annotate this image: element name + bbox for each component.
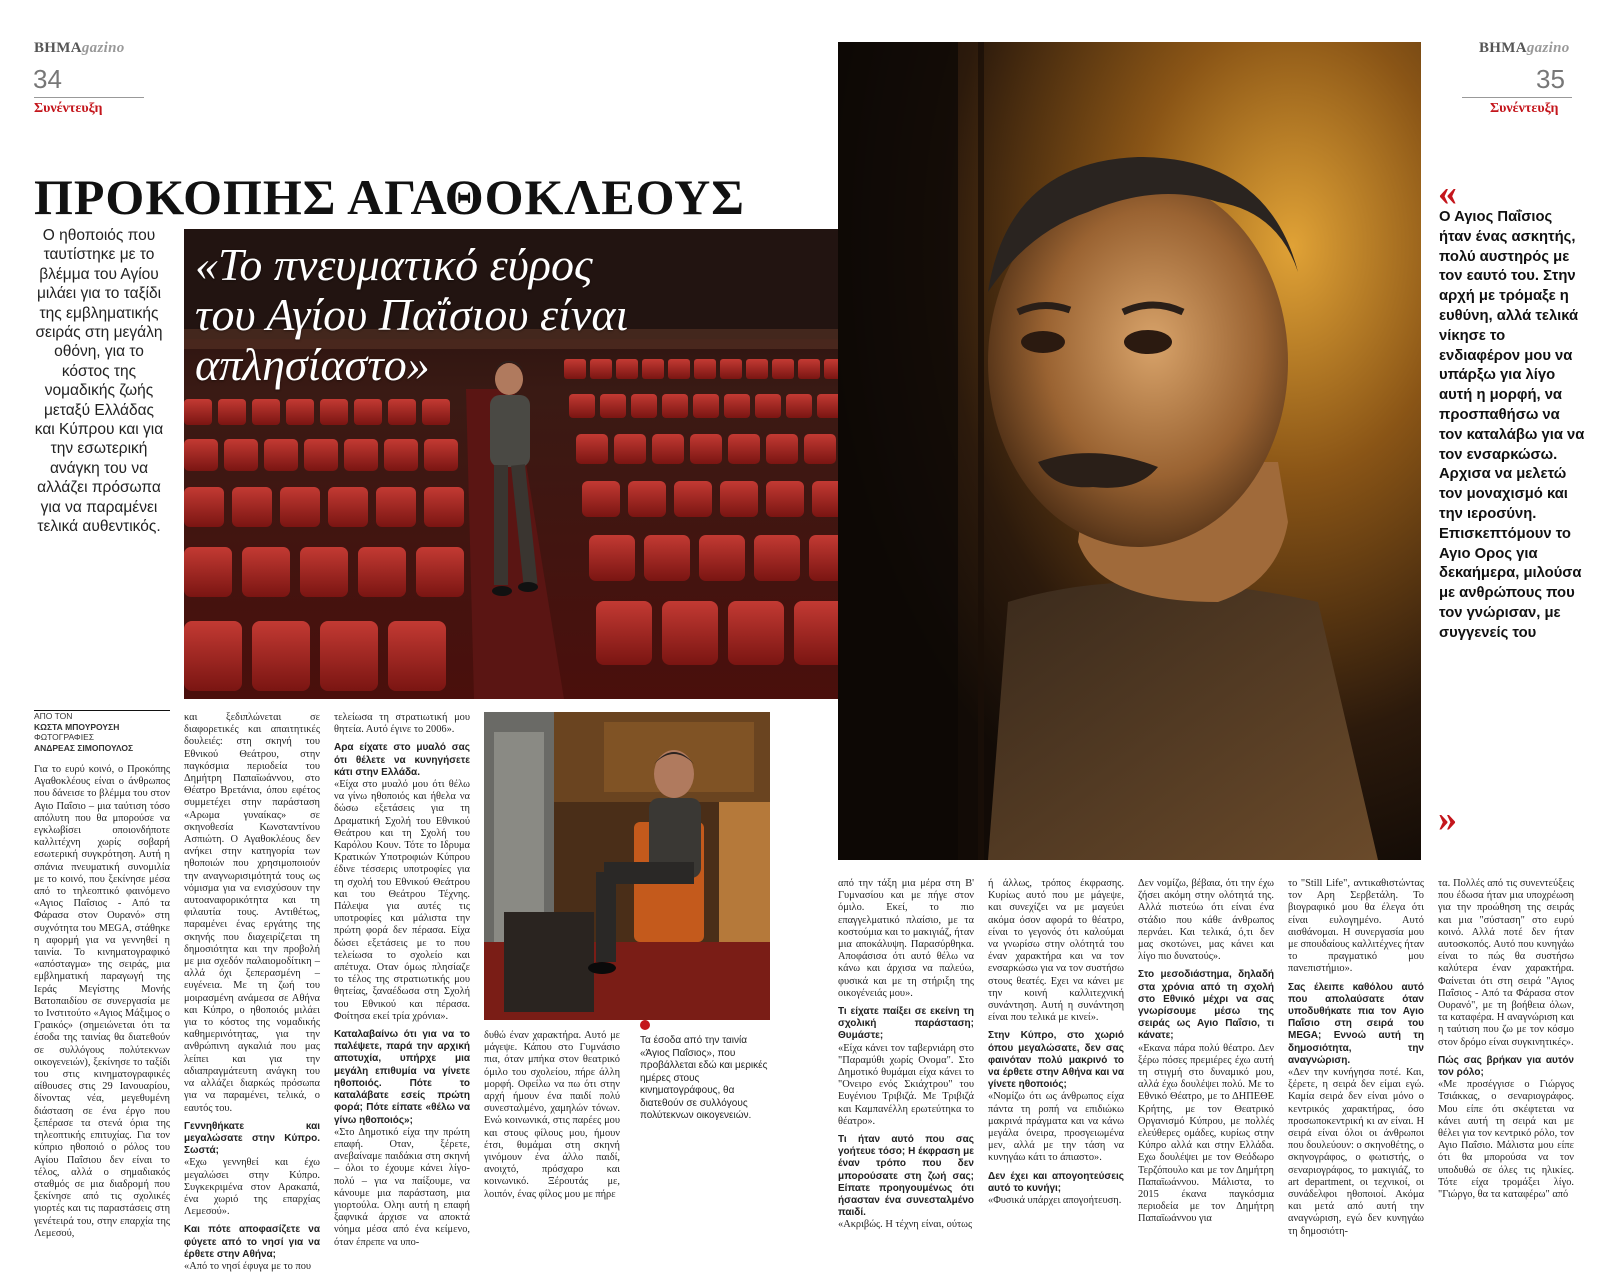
body-column-5 bbox=[838, 878, 974, 1231]
body-column-1 bbox=[34, 764, 170, 1239]
article-title: ΠΡΟΚΟΠΗΣ ΑΓΑΘΟΚΛΕΟΥΣ bbox=[34, 169, 745, 225]
portrait-photo-art bbox=[838, 42, 1421, 860]
body-text: τα. Πολλές από τις συνεντεύξεις που έδωσα ήταν μια υποχρέωση για την προώθηση της σειράς και μια "σύσταση" στο ευρύ κοινό. Αλλά ποτέ δεν ήταν αυτοσκοπός. Αυτό που κυνηγάω είναι το πώς θα συστήσω καλύτερα έναν χαρακτήρα. Φαίνεται ότι στη σειρά "Αγιος Παΐσιος - Από τα Φάρασα στον Ουρανό", με τη βοήθεια όλων, τα καταφέρα. Η αναγνώριση και η ταύτιση που ζω με τον κόσμο στον δρόμο είναι συγκινητικές». bbox=[1438, 878, 1574, 1048]
backstage-photo bbox=[484, 712, 770, 1020]
interview-answer: «Είχα στο μυαλό μου ότι θέλω να γίνω ηθοποιός και ήθελα να δώσω εξετάσεις για τη Δραματική Σχολή του Εθνικού Θεάτρου και τη Σχολή του Καρόλου Κουν. Τότε το Ιδρυμα Κρατικών Υποτροφιών Κύπρου έδινε τέσσερις υποτροφίες για τη σχολή του Εθνικού Θεάτρου και του Θεάτρου Τέχνης. Πάλεψα για αυτές τις υποτροφίες και μάλιστα την πρώτη φορά δεν πέρασα. Είχα δώσει εξετάσεις με το που τελείωσα το σχολείο και απέτυχα. Οταν όμως πλησίαζε το τέλος της στρατιωτικής μου θητείας, ξαναέδωσα στη Σχολή του Εθνικού και πέρασα. Φοίτησα εκεί τρία χρόνια». bbox=[334, 779, 470, 1022]
body-text: δυθώ έναν χαρακτήρα. Αυτό με μάγεψε. Κάπου στο Γυμνάσιο πια, όταν μπήκα στον θεατρικό όμιλο του σχολείου, πήρε άλλη μορφή. Οφείλω να πω ότι στην αρχή ήμουν ένα παιδί πολύ συνεσταλμένο, χαμηλών τόνων. Ενώ κοινωνικά, στις παρέες μου και στους φίλους μου, ήμουν έτσι, θυμάμαι στη σκηνή γινόμουν ένα άλλο παιδί, ανοιχτό, πρόσχαρο και κοινωνικό. Ξέρουτάς με, λοιπόν, ένας φίλος μου με πήρε bbox=[484, 1030, 620, 1200]
pull-quote-close-mark: » bbox=[1438, 798, 1457, 840]
interview-question: Πώς σας βρήκαν για αυτόν τον ρόλο; bbox=[1438, 1054, 1574, 1079]
body-column-9 bbox=[1438, 878, 1574, 1201]
body-text: και ξεδιπλώνεται σε διαφορετικές και απαιτητικές δουλειές: στη σκηνή του Εθνικού Θεάτρου, στην παγκόσμια περιοδεία του Δημήτρη Παπαϊωάννου, στο Θέατρο Βρετάνια, όπου εφέτος συμμετέχει στην παράσταση «Αρωμα γυναίκας» σε σκηνοθεσία Κωνσταντίνου Ασπιώτη. Ο Αγαθοκλέους δεν ανήκει στην κατηγορία των ηθοποιών που χρησιμοποιούν την αναγνωρισιμότητά τους ως νόμισμα για να ενισχύσουν την αυτοαναφορικότητα και τη φιλαυτία τους. Αντιθέτως, παραμένει ένας εργάτης της σκηνής που διαχειρίζεται τη δημοσιότητα και την προβολή με μια σχεδόν παλαιομοδίτικη – αλλά όχι ξεπερασμένη – ευγένεια. Με τη ζωή του μοιρασμένη ανάμεσα σε Αθήνα και Κύπρο, ο ηθοποιός μιλάει για το κόστος της νομαδικής καθημερινότητας, για την ανθρώπινη αγκαλιά που μας λείπει και για την αδιαπραγμάτευτη ανάγκη του να αλλάζει διαρκώς πρόσωπα για να παραμένει, τελικά, ο εαυτός του. bbox=[184, 712, 320, 1114]
body-column-7 bbox=[1138, 878, 1274, 1225]
interview-question: Τι ήταν αυτό που σας γοήτευε τόσο; Η έκφραση με έναν τρόπο που δεν μπορούσατε στη ζωή σας; Είπατε προηγουμένως ότι ήσασταν ένα συνεσταλμένο παιδί. bbox=[838, 1134, 974, 1219]
credit-by-label: ΑΠΟ ΤΟΝ bbox=[34, 711, 73, 721]
header-rule-right bbox=[1462, 97, 1572, 98]
interview-answer: «Ακριβώς. Η τέχνη είναι, ούτως bbox=[838, 1219, 973, 1231]
body-text: ή άλλως, τρόπος έκφρασης. Κυρίως αυτό που με μάγεψε, και συνεχίζει να με μαγεύει ακόμα όσον αφορά το θέατρο, είναι το γεγονός ότι καλούμαι να γνωρίσω στην ολότητά του έναν χαρακτήρα και να τον ενσαρκώσω για να τον συστήσω στους θεατές. Εχει να κάνει με την κοινή καλλιτεχνική συνάντηση. Αυτή η συνάντηση είναι που τελικά με κινεί». bbox=[988, 878, 1124, 1024]
body-text: Για το ευρύ κοινό, ο Προκόπης Αγαθοκλέους είναι ο άνθρωπος που δάνεισε το βλέμμα του στον Αγιο Παΐσιο – μια ταύτιση τόσο απόλυτη που θα μπορούσε να εγκλωβίσει οποιονδήποτε καλλιτέχνη χωρίς σοβαρή εσωτερική συγκρότηση. Αυτή η σπάνια πνευματική συνομιλία με το κοινό, που ξεκίνησε μέσα από το τηλεοπτικό φαινόμενο «Αγιος Παΐσιος - Από τα Φάρασα στον Ουρανό» στη συχνότητα του MEGA, στάθηκε η αφορμή για να γεννηθεί η ταινία. Το κινηματογραφικό «απόσταγμα» της σειράς, μια εμβληματική παραγωγή της Ιεράς Μεγίστης Μονής Βατοπαιδίου σε συνεργασία με το Ινστιτούτο «Αγιος Μάξιμος ο Γραικός» (σημειώνεται ότι τα έσοδα της ταινίας θα διατεθούν σε συλλόγους πολύτεκνων οικογενειών), ξεκίνησε το ταξίδι του στις κινηματογραφικές αίθουσες στις 29 Ιανουαρίου, δίνοντας νέα, μεγεθυμένη διάσταση σε ένα έργο που ξεπέρασε τα στενά όρια της τηλεοπτικής επιτυχίας. Για τον κύπριο ηθοποιό ο ρόλος του Αγίου Παΐσιου δεν είναι το τέλος, αλλά ο σημαδιακός σταθμός σε μια διαδρομή που ξεκίνησε από τις σχολικές γιορτές και τις παραστάσεις στη γενέτειρά του, στην επαρχία της Λεμεσού, bbox=[34, 764, 170, 1239]
body-column-3 bbox=[334, 712, 470, 1248]
body-text: από την τάξη μια μέρα στη Β' Γυμνασίου και με πήγε στον όμιλο. Εκεί, το πιο επαγγελματικό πλαίσιο, με τα κοστούμια και το μακιγιάζ, ήταν μια αποκάλυψη. Παρασύρθηκα. Αποφάσισα ότι αυτό θέλω να κάνω και άρχισα να παλεύω, φυσικά και με τη στήριξη της οικογένειάς μου». bbox=[838, 878, 974, 999]
brand-suffix: gazino bbox=[81, 40, 125, 56]
credit-photo-name: ΑΝΔΡΕΑΣ ΣΙΜΟΠΟΥΛΟΣ bbox=[34, 742, 134, 753]
interview-question: Και πότε αποφασίζετε να φύγετε από το νησί για να έρθετε στην Αθήνα; bbox=[184, 1224, 320, 1260]
section-label-left: Συνέντευξη bbox=[34, 101, 103, 116]
pull-quote: Ο Αγιος Παΐσιος ήταν ένας ασκητής, πολύ αυστηρός με τον εαυτό του. Στην αρχή με τρόμαξε η ευθύνη, αλλά τελικά νίκησε το ενδιαφέρον μου να υπάρξω για λίγο αυτή η μορφή, να προσπαθήσω να τον καταλάβω για να τον ενσαρκώσω. Αρχισα να μελετώ τον μοναχισμό και την ιεροσύνη. Επισκεπτόμουν το Αγιο Ορος για δεκαήμερα, μιλούσα με ανθρώπους που τον γνώρισαν, με συγγενείς του bbox=[1439, 209, 1585, 641]
interview-question: Καταλαβαίνω ότι για να το παλέψετε, παρά την αρχική αποτυχία, υπήρχε μια μεγάλη επιθυμία να γίνετε ηθοποιός. Πότε το καταλάβατε εσείς πρώτη φορά; Πότε είπατε «θέλω να γίνω ηθοποιός»; bbox=[334, 1029, 470, 1126]
interview-answer: «Νομίζω ότι ως άνθρωπος είχα πάντα τη ροπή να επιδιώκω μακρινά πράγματα και να κάνω μεγάλα όνειρα, προσγειωμένα μεν, αλλά με την τάση να κυνηγάω κάτι το άπιαστο». bbox=[988, 1091, 1124, 1164]
interview-answer: «Με προσέγγισε ο Γιώργος Τσιάκκας, ο σεναριογράφος. Μου είπε ότι σκέφτεται να κάνει αυτή τη σειρά και με θέλει για τον κεντρικό ρόλο, τον Αγιο Παΐσιο. Μάλιστα μου είπε ότι θα μπορούσα να τον υποδυθώ σε όλες τις ηλικίες. Τότε είχα τρομάξει λίγο. "Γιώργο, θα τα καταφέρω" από bbox=[1438, 1079, 1574, 1201]
interview-answer: «Είχα κάνει τον ταβερνιάρη στο "Παραμύθι χωρίς Ονομα". Στο Δημοτικό θυμάμαι είχα κάνει το "Ονειρο ενός Σκιάχτρου" του Ευγένιου Τριβιζά. Με Τριβιζά και Καμπανέλλη ερωτεύτηκα το θέατρο». bbox=[838, 1042, 974, 1127]
headline-quote bbox=[195, 240, 715, 390]
interview-question: Δεν έχει και απογοητεύσεις αυτό το κυνήγι; bbox=[988, 1170, 1124, 1194]
body-column-6 bbox=[988, 878, 1124, 1207]
interview-question: Σας έλειπε καθόλου αυτό που απολαύσατε όταν υποδυθήκατε πια τον Αγιο Παΐσιο στη σειρά του MEGA; Εννοώ αυτή τη δημοσιότητα, την αναγνώριση. bbox=[1288, 981, 1424, 1066]
interview-answer: «Φυσικά υπάρχει απογοήτευση. bbox=[988, 1195, 1122, 1207]
body-column-8 bbox=[1288, 878, 1424, 1237]
interview-question: Στο μεσοδιάστημα, δηλαδή στα χρόνια από τη σχολή στο Εθνικό μέχρι να σας γνωρίσουμε μέσω της σειράς ως Αγιο Παΐσιο, τι κάνατε; bbox=[1138, 969, 1274, 1042]
interview-answer: «Από το νησί έφυγα με το που bbox=[184, 1260, 312, 1272]
section-label-right: Συνέντευξη bbox=[1490, 101, 1559, 116]
interview-question: Τι είχατε παίξει σε εκείνη τη σχολική παράσταση; Θυμάστε; bbox=[838, 1006, 974, 1042]
body-text: τελείωσα τη στρατιωτική μου θητεία. Αυτό έγινε το 2006». bbox=[334, 712, 470, 736]
brand-logo-right bbox=[1479, 40, 1570, 57]
portrait-photo bbox=[838, 42, 1421, 860]
brand-prefix: ΒΗΜΑ bbox=[34, 40, 82, 56]
article-lead: Ο ηθοποιός που ταυτίστηκε με το βλέμμα του Αγίου μιλάει για το ταξίδι της εμβληματικής σειράς στη μεγάλη οθόνη, για το κόστος της νομαδικής ζωής μεταξύ Ελλάδας και Κύπρου και για την εσωτερική ανάγκη του να αλλάζει πρόσωπα για να παραμένει τελικά αυθεντικός. bbox=[34, 227, 164, 536]
photo-caption: Τα έσοδα από την ταινία «Άγιος Παΐσιος», που προβάλλεται εδώ και μερικές ημέρες στους κινηματογράφους, θα διατεθούν σε συλλόγους πολύτεκνων οικογενειών. bbox=[640, 1035, 768, 1121]
header-rule-left bbox=[34, 97, 144, 98]
pull-quote-open-mark: « bbox=[1438, 172, 1457, 214]
brand-logo-left bbox=[34, 40, 125, 57]
brand-suffix: gazino bbox=[1526, 40, 1570, 56]
caption-bullet-icon bbox=[640, 1020, 650, 1030]
headline-quote-line-1: «Το πνευματικό εύρος bbox=[195, 239, 593, 290]
body-text: Δεν νομίζω, βέβαια, ότι την έχω ζήσει ακόμη στην ολότητά της. Αλλά πιστεύω ότι είναι ένα στάδιο που κάθε άνθρωπος περνάει. Και τελικά, ό,τι δεν μας σκοτώνει, μας κάνει και λίγο πιο δυνατούς». bbox=[1138, 878, 1274, 963]
backstage-photo-art bbox=[484, 712, 770, 1020]
brand-prefix: ΒΗΜΑ bbox=[1479, 40, 1527, 56]
interview-answer: «Δεν την κυνήγησα ποτέ. Και, ξέρετε, η σειρά δεν είμαι εγώ. Καμία σειρά δεν είναι μόνο ο κεντρικός χαρακτήρας, όσο προσωποκεντρική κι αν είναι. Η σειρά είναι όλοι οι άνθρωποι που δουλεύουν: ο σκηνοθέτης, ο σκηνογράφος, ο φωτιστής, ο σεναριογράφος, το μακιγιάζ, το art department, οι τεχνικοί, οι συνάδελφοι ηθοποιοί. Ακόμα και μετά από αυτή την αναγνώριση, εγώ δεν κυνηγάω τη δημοσιότη- bbox=[1288, 1067, 1424, 1237]
body-column-4 bbox=[484, 1030, 620, 1200]
headline-quote-line-3: απλησίαστο» bbox=[195, 339, 430, 390]
headline-quote-line-2: του Αγίου Παΐσιου είναι bbox=[195, 289, 629, 340]
interview-question: Γεννηθήκατε και μεγαλώσατε στην Κύπρο. Σωστά; bbox=[184, 1120, 320, 1157]
body-column-2 bbox=[184, 712, 320, 1272]
credit-photo-label: ΦΩΤΟΓΡΑΦΙΕΣ bbox=[34, 732, 94, 742]
interview-question: Στην Κύπρο, στο χωριό όπου μεγαλώσατε, δεν σας φαινόταν πολύ μακρινό το να έρθετε στην Αθήνα και να γίνετε ηθοποιός; bbox=[988, 1030, 1124, 1091]
interview-question: Αρα είχατε στο μυαλό σας ότι θέλετε να κυνηγήσετε κάτι στην Ελλάδα. bbox=[334, 742, 470, 778]
credits bbox=[34, 711, 174, 753]
body-text: το "Still Life", αντικαθιστώντας τον Αρη Σερβετάλη. Το βιογραφικό μου θα έλεγα ότι είναι ευλογημένο. Αυτό αισθάνομαι. Η συνεργασία μου με σπουδαίους καλλιτέχνες ήταν το πραγματικό μου πανεπιστήμιο». bbox=[1288, 878, 1424, 975]
interview-answer: «Στο Δημοτικό είχα την πρώτη επαφή. Οταν, ξέρετε, ανεβαίναμε παιδάκια στη σκηνή – όλοι το έχουμε κάνει λίγο-πολύ – για να παίξουμε, να κάνουμε μια παράσταση, μια γιορτούλα. Οληι αυτή η επαφή ξαφνικά άρχισε να αποκτά νόημα μέσα από ένα κείμενο, όταν έπρεπε να υπο- bbox=[334, 1126, 470, 1248]
interview-answer: «Εχω γεννηθεί και έχω μεγαλώσει στην Κύπρο. Συγκεκριμένα στον Αρακαπά, ένα χωριό της επαρχίας Λεμεσού». bbox=[184, 1157, 320, 1218]
page-number-left: 34 bbox=[33, 64, 62, 94]
credit-by-name: ΚΩΣΤΑ ΜΠΟΥΡΟΥΣΗ bbox=[34, 721, 120, 732]
page-number-right: 35 bbox=[1536, 64, 1565, 94]
interview-answer: «Εκανα πάρα πολύ θέατρο. Δεν ξέρω πόσες πρεμιέρες έχω αυτή τη στιγμή στο δυναμικό μου, αλλά έχω δουλέψει πολύ. Με το Εθνικό Θέατρο, με το ΔΗΠΕΘΕ Κρήτης, με τον Θεατρικό Οργανισμό Κύπρου, με πολλές ελεύθερες ομάδες, κυρίως στην Κύπρο αλλά και στην Ελλάδα. Εχω δουλέψει με τον Θεόδωρο Τερζόπουλο και με τον Δημήτρη Παπαϊωάννου. Μάλιστα, το 2015 έκανα παγκόσμια περιοδεία με τον Δημήτρη Παπαϊωάννου για bbox=[1138, 1042, 1274, 1225]
